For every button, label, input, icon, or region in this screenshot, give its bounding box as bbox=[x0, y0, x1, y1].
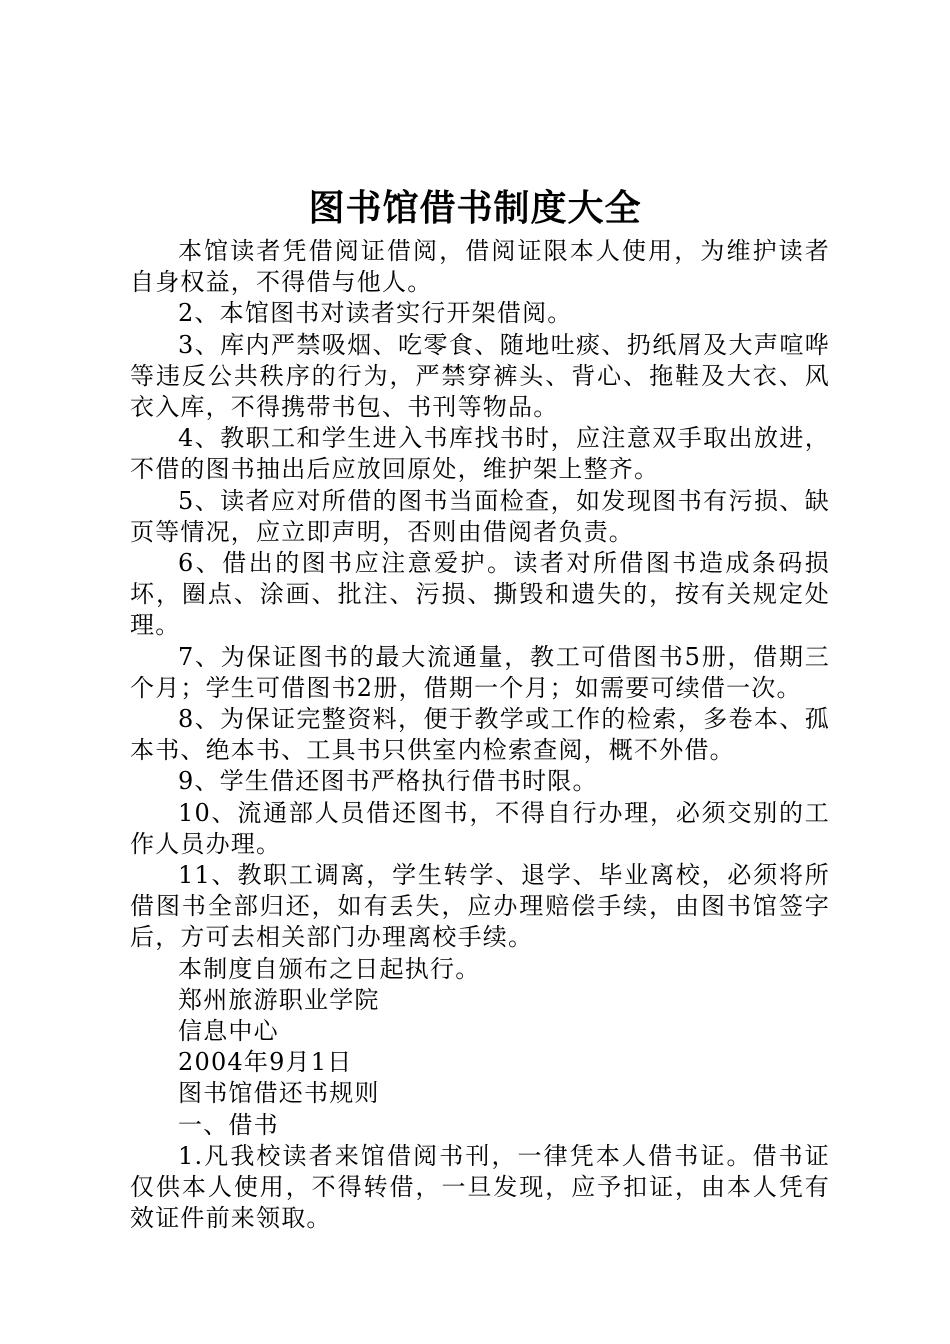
paragraph-rule-2: 2、本馆图书对读者实行开架借阅。 bbox=[178, 299, 573, 328]
signature-department: 信息中心 bbox=[178, 1017, 279, 1046]
document-body bbox=[130, 236, 830, 1235]
paragraph-rule-3: 3、库内严禁吸烟、吃零食、随地吐痰、扔纸屑及大声喧哗等违反公共秩序的行为，严禁穿裤头、背心、拖鞋及大衣、风衣入库，不得携带书包、书刊等物品。 bbox=[130, 330, 830, 422]
section-subheading-borrowing: 一、借书 bbox=[178, 1110, 279, 1139]
paragraph-rule-8: 8、为保证完整资料，便于教学或工作的检索，多卷本、孤本书、绝本书、工具书只供室内检索查阅，概不外借。 bbox=[130, 705, 830, 765]
signature-institution: 郑州旅游职业学院 bbox=[178, 985, 380, 1014]
paragraph-rule-7: 7、为保证图书的最大流通量，教工可借图书5册，借期三个月；学生可借图书2册，借期一个月；如需要可续借一次。 bbox=[130, 642, 830, 702]
paragraph-effective-note: 本制度自颁布之日起执行。 bbox=[178, 954, 481, 983]
paragraph-rule-10: 10、流通部人员借还图书，不得自行办理，必须交别的工作人员办理。 bbox=[130, 798, 830, 858]
paragraph-rule-5: 5、读者应对所借的图书当面检查，如发现图书有污损、缺页等情况，应立即声明，否则由借阅者负责。 bbox=[130, 486, 830, 546]
paragraph-rule-4: 4、教职工和学生进入书库找书时，应注意双手取出放进，不借的图书抽出后应放回原处，维护架上整齐。 bbox=[130, 424, 830, 484]
paragraph-rule-9: 9、学生借还图书严格执行借书时限。 bbox=[178, 767, 598, 796]
section-heading-rules: 图书馆借还书规则 bbox=[178, 1079, 380, 1108]
paragraph-rule-11: 11、教职工调离，学生转学、退学、毕业离校，必须将所借图书全部归还，如有丢失，应办理赔偿手续，由图书馆签字后，方可去相关部门办理离校手续。 bbox=[130, 861, 830, 952]
paragraph-intro: 本馆读者凭借阅证借阅，借阅证限本人使用，为维护读者自身权益，不得借与他人。 bbox=[130, 237, 830, 297]
signature-date: 2004年9月1日 bbox=[178, 1048, 353, 1077]
paragraph-rule-6: 6、借出的图书应注意爱护。读者对所借图书造成条码损坏，圈点、涂画、批注、污损、撕毁和遗失的，按有关规定处理。 bbox=[130, 549, 830, 640]
document-title: 图书馆借书制度大全 bbox=[308, 187, 642, 229]
paragraph-borrowing-1: 1.凡我校读者来馆借阅书刊，一律凭本人借书证。借书证仅供本人使用，不得转借，一旦发现，应予扣证，由本人凭有效证件前来领取。 bbox=[130, 1141, 830, 1233]
